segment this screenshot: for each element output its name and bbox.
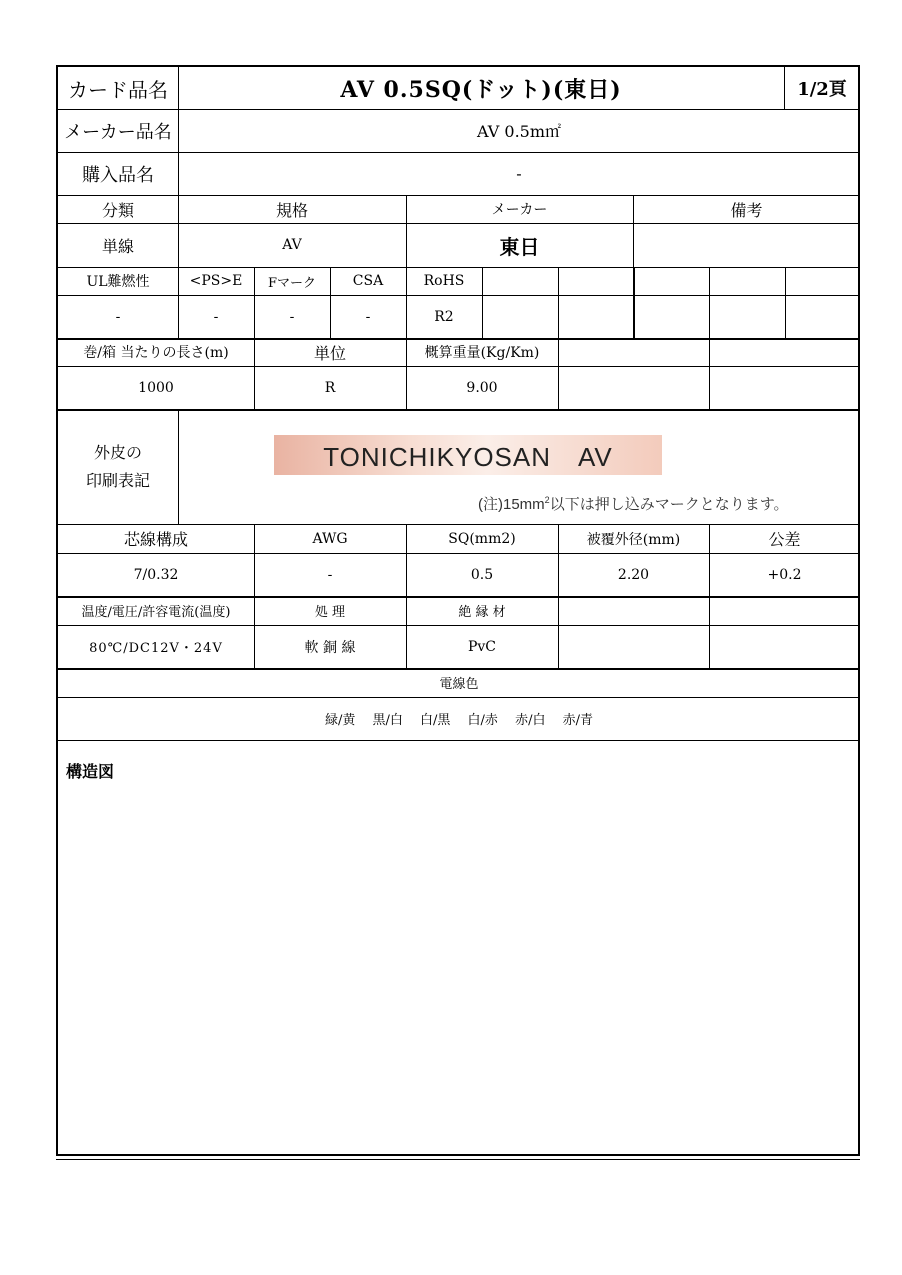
col-divider <box>558 338 559 409</box>
card-name-label: カード品名 <box>68 77 168 102</box>
insulation-label: 絶 縁 材 <box>458 605 506 620</box>
tolerance-label: 公差 <box>768 530 801 549</box>
cert-label-pse: <PS>E <box>189 273 243 289</box>
cert-label-rohs: RoHS <box>423 273 465 289</box>
printing-note-post: 以下は押し込みマークとなります。 <box>549 496 789 513</box>
printing-note-sup: 2 <box>544 495 550 505</box>
unit-value: R <box>324 379 336 396</box>
maker-value: 東日 <box>499 234 540 259</box>
sq-label: SQ(mm2) <box>448 530 516 547</box>
cert-value-fmark: - <box>289 308 295 325</box>
printing-text: TONICHIKYOSAN AV <box>274 435 662 475</box>
printing-label <box>58 409 178 524</box>
length-value: 1000 <box>138 379 174 396</box>
structure-value: 7/0.32 <box>133 566 179 583</box>
card-name: AV 0.5SQ(ドット)(東日) <box>340 76 622 103</box>
structure-drawing-label: 構造図 <box>66 761 115 781</box>
temperature-label: 温度/電圧/許容電流(温度) <box>81 605 231 620</box>
col-divider <box>178 409 179 524</box>
wire-color-label: 電線色 <box>439 677 479 692</box>
col-divider <box>633 267 635 338</box>
purchase-name: - <box>516 164 522 183</box>
maker-label: メーカー <box>491 202 548 218</box>
temperature-value: 80℃/DC12V・24V <box>89 641 223 656</box>
cert-value-pse: - <box>213 308 219 325</box>
col-divider <box>709 596 710 668</box>
length-label: 巻/箱 当たりの長さ(m) <box>83 345 229 361</box>
maker-name: AV 0.5m㎡ <box>476 122 562 141</box>
wire-color-value: 緑/黄 黒/白 白/黒 白/赤 赤/白 赤/青 <box>325 713 593 728</box>
awg-value: - <box>327 566 333 583</box>
col-divider <box>482 267 483 338</box>
col-divider <box>558 596 559 668</box>
treatment-value: 軟 銅 線 <box>304 639 356 656</box>
remarks-value <box>633 223 860 267</box>
cert-value-csa: - <box>365 308 371 325</box>
awg-label: AWG <box>312 530 348 547</box>
cert-label-csa: CSA <box>352 273 384 289</box>
class-value: 単線 <box>101 236 134 256</box>
page-number: 1/2頁 <box>797 79 847 100</box>
insulation-value: PvC <box>467 638 497 655</box>
row-divider <box>58 740 858 741</box>
col-divider <box>785 267 786 338</box>
printing-label-line1: 外皮の <box>93 442 142 462</box>
outer-diameter-label: 被覆外径(mm) <box>586 531 681 548</box>
cert-value-rohs: R2 <box>434 308 454 325</box>
purchase-name-label: 購入品名 <box>82 164 154 186</box>
maker-name-label: メーカー品名 <box>64 121 172 143</box>
printing-note-pre: (注)15mm <box>478 496 545 513</box>
col-divider <box>558 267 559 338</box>
cert-label-fmark: Fマーク <box>267 275 317 291</box>
cert-value-ul: - <box>115 308 121 325</box>
sq-value: 0.5 <box>470 566 494 583</box>
printing-note <box>478 493 789 514</box>
tolerance-value: +0.2 <box>767 566 802 583</box>
cert-label-ul: UL難燃性 <box>86 274 150 290</box>
col-divider <box>709 338 710 409</box>
structure-label: 芯線構成 <box>123 530 188 549</box>
col-divider <box>709 267 710 338</box>
spec-sheet <box>56 65 860 1156</box>
weight-label: 概算重量(Kg/Km) <box>424 345 540 361</box>
weight-value: 9.00 <box>466 379 498 396</box>
unit-label: 単位 <box>313 343 346 363</box>
class-label: 分類 <box>101 200 134 220</box>
outer-diameter-value: 2.20 <box>617 566 650 583</box>
printing-label-line2: 印刷表記 <box>85 470 150 490</box>
remarks-label: 備考 <box>730 200 763 220</box>
standard-value: AV <box>282 237 302 253</box>
treatment-label: 処 理 <box>314 605 346 620</box>
standard-label: 規格 <box>275 200 308 220</box>
